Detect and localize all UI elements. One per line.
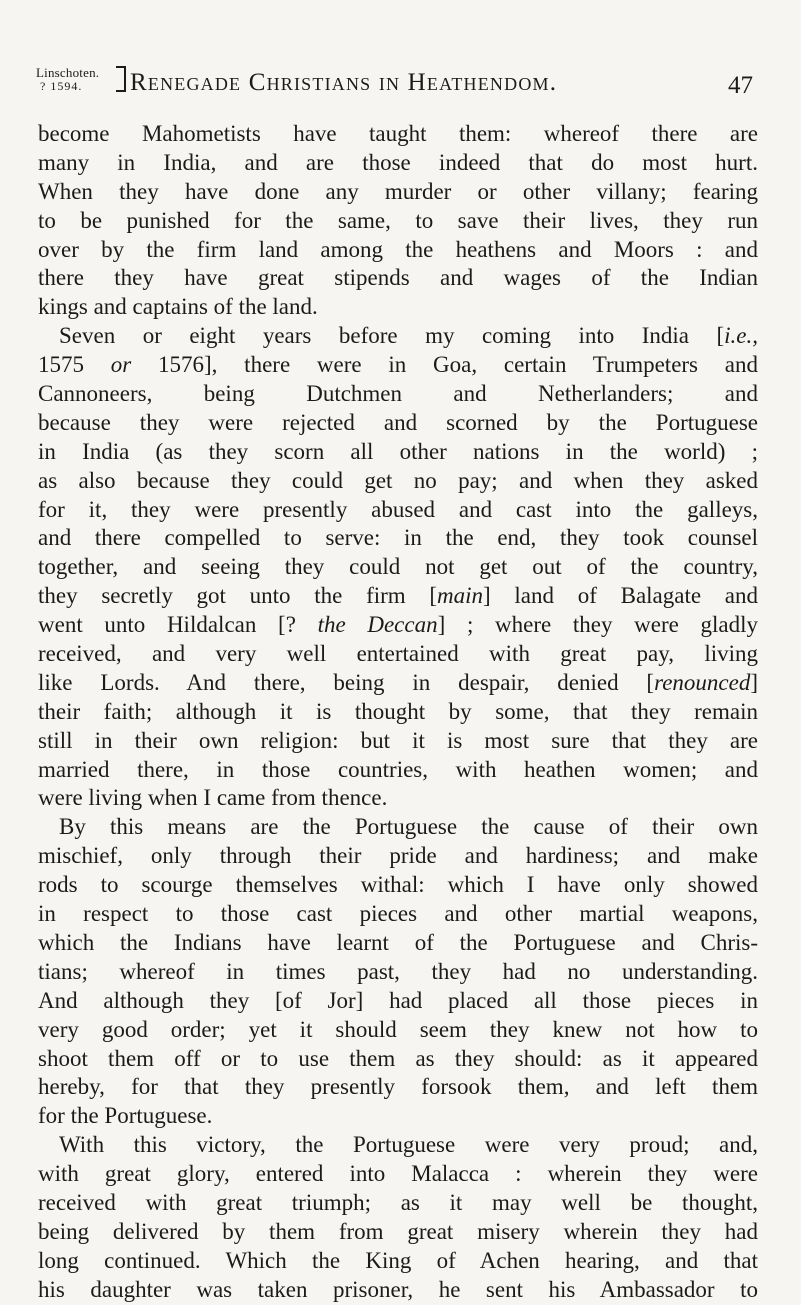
text-line: and there compelled to serve: in the end, they took counsel [38,525,758,551]
text-line: they secretly got unto the firm [main] land of Balagate and [38,583,758,609]
text-line: as also because they could get no pay; and when they asked [38,467,758,493]
text-line: because they were rejected and scorned by the Portuguese [38,409,758,435]
text-line: shoot them off or to use them as they should: as it appeared [38,1045,758,1071]
header-title: Renegade Christians in Heathendom. [130,69,558,96]
text-line: hereby, for that they presently forsook them, and left them [38,1074,758,1100]
text-line: 1575 or 1576], there were in Goa, certain Trumpeters and [38,352,758,378]
text-line: with great glory, entered into Malacca : wherein they were [38,1161,758,1187]
text-line: By this means are the Portuguese the cause of their own [59,814,758,840]
text-line: very good order; yet it should seem they knew not how to [38,1016,758,1042]
body-text [38,120,758,1305]
header-bracket [116,66,126,92]
text-line: tians; whereof in times past, they had no understanding. [38,958,758,984]
text-line: which the Indians have learnt of the Portuguese and Chris- [38,929,758,955]
text-line: With this victory, the Portuguese were very proud; and, [59,1132,758,1158]
text-line: rods to scourge themselves withal: which I have only showed [38,872,758,898]
text-line: still in their own religion: but it is most sure that they are [38,727,758,753]
text-line: together, and seeing they could not get out of the country, [38,554,758,580]
text-line: over by the firm land among the heathens and Moors : and [38,236,758,262]
text-line: his daughter was taken prisoner, he sent his Ambassador to [38,1276,758,1302]
header-source: Linschoten. [36,65,100,80]
running-header [36,66,756,106]
text-line: to be punished for the same, to save their lives, they run [38,207,758,233]
text-line: went unto Hildalcan [? the Deccan] ; where they were gladly [38,612,759,638]
text-line: for the Portuguese. [38,1103,213,1129]
header-source-date: ? 1594. [40,79,83,93]
text-line: Cannoneers, being Dutchmen and Netherlanders; and [38,381,758,407]
text-line: their faith; although it is thought by some, that they remain [38,698,758,724]
text-line: And although they [of Jor] had placed all those pieces in [38,987,758,1013]
text-line: in India (as they scorn all other nations in the world) ; [38,438,758,464]
text-line: being delivered by them from great misery wherein they had [38,1218,758,1244]
text-line: Seven or eight years before my coming into India [i.e., [59,323,758,349]
text-line: received with great triumph; as it may well be thought, [38,1189,758,1215]
text-line: for it, they were presently abused and cast into the galleys, [38,496,758,522]
text-line: long continued. Which the King of Achen hearing, and that [38,1247,758,1273]
text-line: in respect to those cast pieces and other martial weapons, [38,901,758,927]
text-line: married there, in those countries, with heathen women; and [38,756,758,782]
text-line: When they have done any murder or other villany; fearing [38,178,758,204]
text-line: kings and captains of the land. [38,294,318,320]
text-line: mischief, only through their pride and hardiness; and make [38,843,758,869]
page-number: 47 [728,72,753,99]
text-line: were living when I came from thence. [38,785,388,811]
text-line: many in India, and are those indeed that do most hurt. [38,149,758,175]
text-line: like Lords. And there, being in despair, denied [renounced] [38,669,758,695]
text-line: become Mahometists have taught them: whereof there are [38,121,758,146]
text-line: received, and very well entertained with great pay, living [38,641,758,667]
text-line: there they have great stipends and wages of the Indian [38,265,758,291]
